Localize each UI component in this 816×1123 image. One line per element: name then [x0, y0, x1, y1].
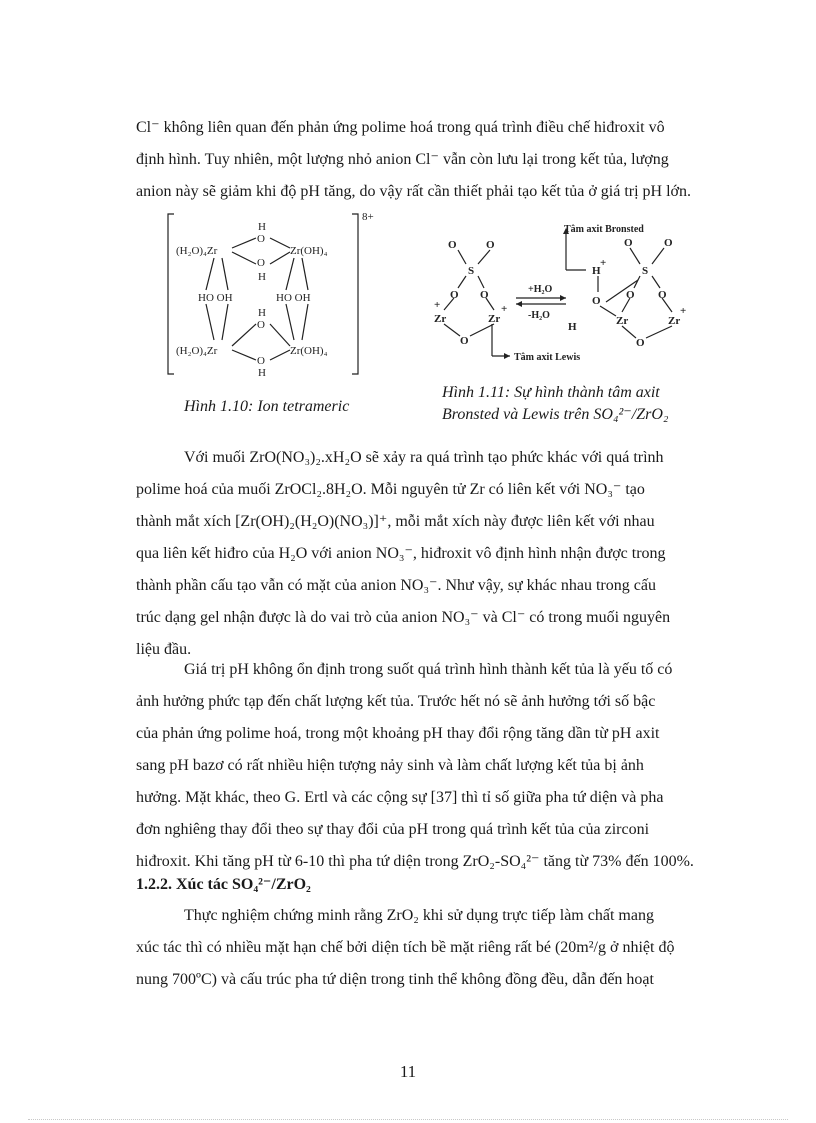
bronsted-site-label: Tâm axit Bronsted [564, 224, 644, 235]
oxygen-label: O [636, 337, 645, 349]
oxygen-label: O [257, 319, 265, 331]
figure-tetrameric-ion [166, 208, 396, 380]
oxygen-label: O [257, 355, 265, 367]
paragraph-2-line: qua liên kết hiđro của H₂O với anion NO₃⁻, hiđroxit vô định hình nhận được trong [136, 545, 666, 562]
oxygen-label: O [664, 237, 673, 249]
page-divider [28, 1119, 788, 1120]
plus-label: + [600, 257, 607, 269]
plus-label: + [434, 299, 441, 311]
oxygen-label: O [592, 295, 601, 307]
figure-1-11-caption-line: Bronsted và Lewis trên SO₄²⁻/ZrO₂ [442, 406, 669, 423]
right-bracket [352, 214, 358, 374]
zr-oh-label: Zr(OH)₄ [290, 245, 328, 257]
oxygen-label: O [658, 289, 667, 301]
paragraph-4 [136, 900, 740, 996]
paragraph-2-line: liệu đầu. [136, 641, 192, 658]
paragraph-1-line: anion này sẽ giảm khi độ pH tăng, do vậy rất cần thiết phải tạo kết tủa ở giá trị pH lớn. [136, 183, 692, 200]
paragraph-4-line: xúc tác thì có nhiều mặt hạn chế bởi diện tích bề mặt riêng rất bé (20m²/g ở nhiệt độ [136, 939, 675, 956]
paragraph-3-line: hiđroxit. Khi tăng pH từ 6-10 thì pha tứ diện trong ZrO₂-SO₄²⁻ tăng từ 73% đến 100%. [136, 853, 694, 870]
arrow-head [504, 353, 510, 359]
paragraph-1-line: Cl⁻ không liên quan đến phản ứng polime hoá trong quá trình điều chế hiđroxit vô [136, 119, 665, 136]
figure-1-11-caption-line: Hình 1.11: Sự hình thành tâm axit [442, 384, 660, 401]
left-bracket [168, 214, 174, 374]
oxygen-label: O [624, 237, 633, 249]
hydrogen-label: H [258, 221, 266, 233]
plus-h2o-label: +H₂O [528, 284, 553, 295]
oxygen-label: O [460, 335, 469, 347]
sulfur-label: S [468, 265, 475, 277]
section-heading: 1.2.2. Xúc tác SO₄²⁻/ZrO₂ [136, 876, 311, 893]
ho-oh-label: HO OH [198, 292, 233, 304]
paragraph-2-line: trúc dạng gel nhận được là do vai trò của anion NO₃⁻ và Cl⁻ có trong muối nguyên [136, 609, 671, 626]
charge-label: 8+ [362, 211, 374, 223]
page-number: 11 [399, 1062, 417, 1081]
oxygen-label: O [257, 233, 265, 245]
ho-oh-label: HO OH [276, 292, 311, 304]
oxygen-label: O [450, 289, 459, 301]
paragraph-1-line: định hình. Tuy nhiên, một lượng nhỏ anion Cl⁻ vẫn còn lưu lại trong kết tủa, lượng [136, 151, 669, 168]
h2o-zr-label: (H₂O)₄Zr [176, 245, 218, 257]
hydrogen-label: H [258, 367, 266, 379]
hydrogen-label: H [592, 265, 601, 277]
paragraph-3-line: hưởng. Mặt khác, theo G. Ertl và các cộng sự [37] thì tỉ số giữa pha tứ diện và pha [136, 789, 664, 806]
minus-h2o-label: -H₂O [528, 310, 550, 321]
paragraph-2-line: polime hoá của muối ZrOCl₂.8H₂O. Mỗi nguyên tử Zr có liên kết với NO₃⁻ tạo [136, 481, 645, 498]
zirconium-label: Zr [488, 313, 501, 325]
oxygen-label: O [257, 257, 265, 269]
h2o-zr-label: (H₂O)₄Zr [176, 345, 218, 357]
zirconium-label: Zr [616, 315, 629, 327]
hydrogen-label: H [258, 307, 266, 319]
paragraph-3-line: Giá trị pH không ổn định trong suốt quá trình hình thành kết tủa là yếu tố có [184, 661, 673, 678]
paragraph-3-line: của phản ứng polime hoá, trong một khoảng pH thay đổi rộng tăng dần từ pH axit [136, 725, 660, 742]
paragraph-2 [136, 442, 740, 666]
oxygen-label: O [480, 289, 489, 301]
paragraph-4-line: Thực nghiệm chứng minh rằng ZrO₂ khi sử dụng trực tiếp làm chất mang [184, 907, 654, 924]
paragraph-4-line: nung 700ºC) và cấu trúc pha tứ diện trong tinh thể không đồng đều, dẫn đến hoạt [136, 971, 654, 988]
paragraph-2-line: thành phần cấu tạo vẫn có mặt của anion NO₃⁻. Như vậy, sự khác nhau trong cấu [136, 577, 656, 594]
oxygen-label: O [626, 289, 635, 301]
hydrogen-label: H [568, 321, 577, 333]
paragraph-2-line: Với muối ZrO(NO₃)₂.xH₂O sẽ xảy ra quá trình tạo phức khác với quá trình [184, 449, 664, 466]
paragraph-1 [136, 112, 740, 208]
figure-1-10-caption: Hình 1.10: Ion tetrameric [184, 398, 350, 415]
lewis-site-label: Tâm axit Lewis [514, 352, 581, 363]
figure-1-11-caption [442, 382, 668, 426]
oxygen-label: O [486, 239, 495, 251]
zr-oh-label: Zr(OH)₄ [290, 345, 328, 357]
hydrogen-label: H [258, 271, 266, 283]
paragraph-3-line: đơn nghiêng thay đổi theo sự thay đổi của pH trong quá trình kết tủa của zirconi [136, 821, 650, 838]
paragraph-3-line: ảnh hưởng phức tạp đến chất lượng kết tủa. Trước hết nó sẽ ảnh hưởng tới số bậc [136, 693, 656, 710]
arrow-head [560, 295, 566, 301]
sulfur-label: S [642, 265, 649, 277]
paragraph-3 [136, 654, 740, 878]
zirconium-label: Zr [434, 313, 447, 325]
oxygen-label: O [448, 239, 457, 251]
figure-acid-sites [430, 220, 706, 368]
zirconium-label: Zr [668, 315, 681, 327]
arrow-head [516, 301, 522, 307]
paragraph-3-line: sang pH bazơ có rất nhiều hiện tượng nảy sinh và làm chất lượng kết tủa bị ảnh [136, 757, 644, 774]
paragraph-2-line: thành mắt xích [Zr(OH)₂(H₂O)(NO₃)]⁺, mỗi mắt xích này được liên kết với nhau [136, 513, 655, 530]
plus-label: + [501, 303, 508, 315]
plus-label: + [680, 305, 687, 317]
